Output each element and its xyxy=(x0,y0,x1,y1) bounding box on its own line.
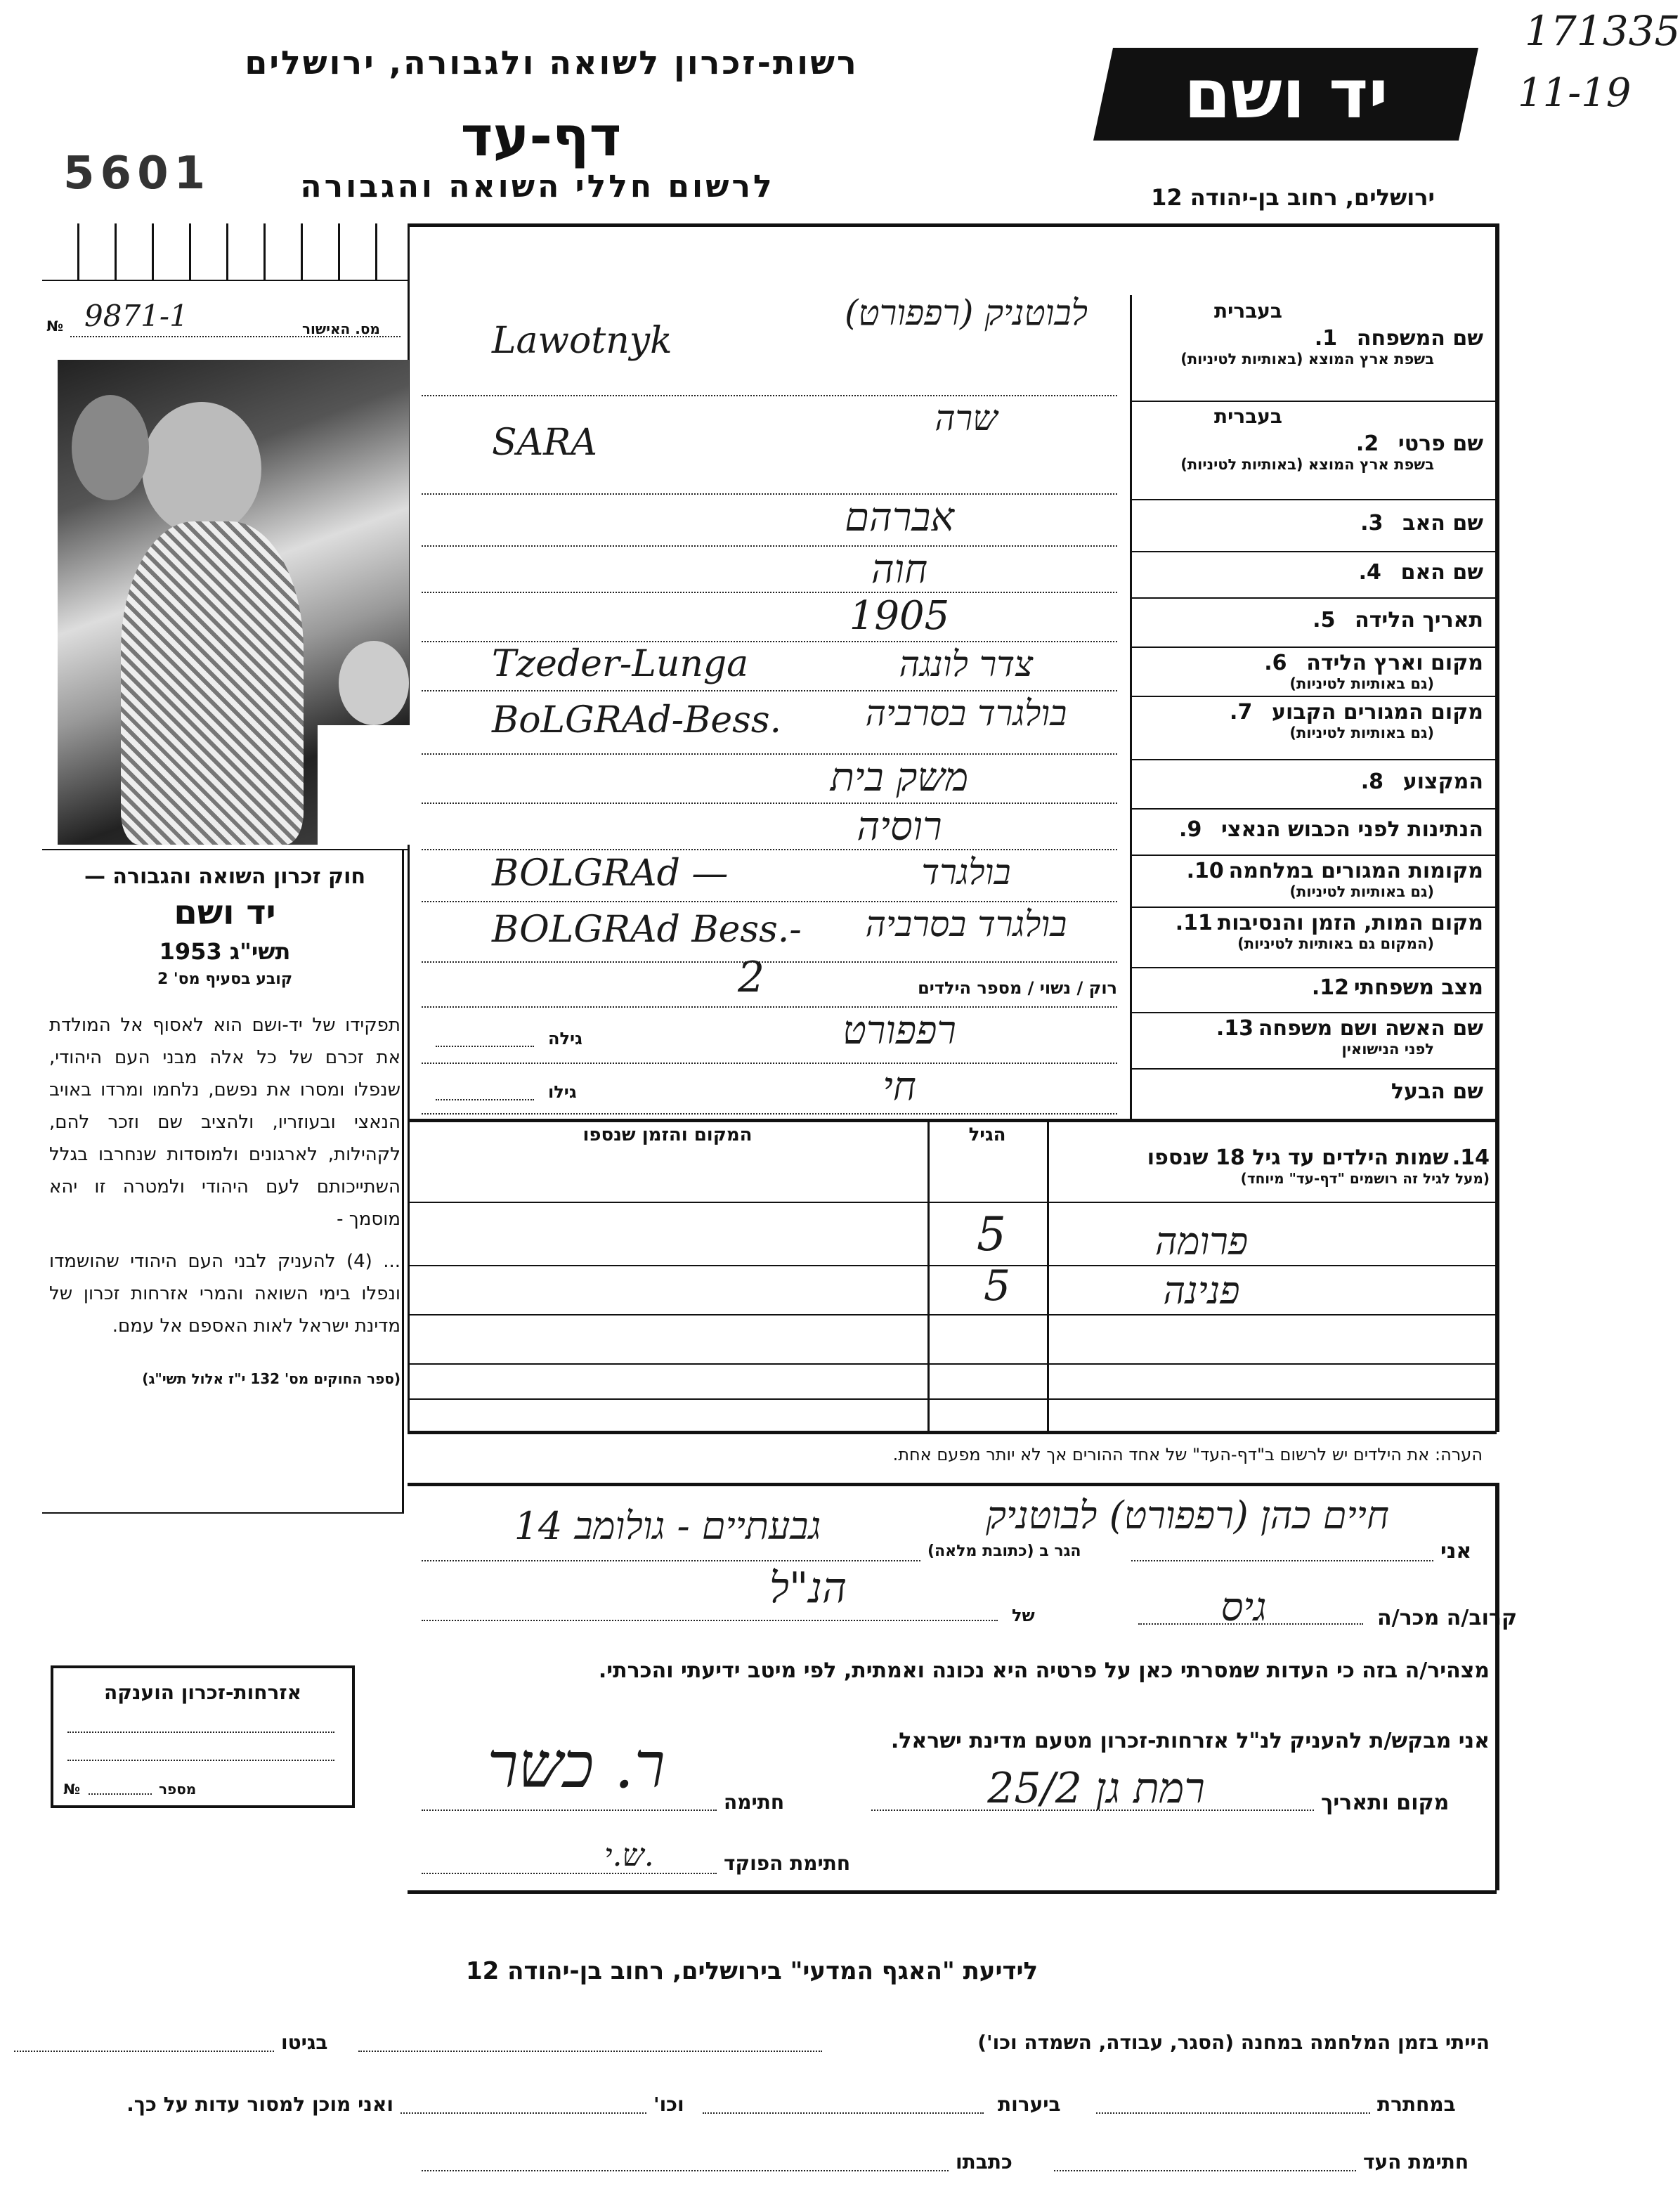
row-number: 11. xyxy=(1175,911,1213,935)
footer-etc: וכו' xyxy=(653,2093,684,2116)
citizenship-number-label: מספר xyxy=(159,1781,197,1798)
approval-number-value[interactable]: 9871-1 xyxy=(84,299,188,333)
row-value[interactable]: חי xyxy=(883,1064,916,1110)
citizenship-box-title: אזרחות-זכרון הוענקה xyxy=(104,1681,301,1704)
hebrew-tag: בעברית xyxy=(1213,405,1282,428)
row-number: 6. xyxy=(1264,651,1287,675)
children-header-place: המקום והזמן שנספו xyxy=(582,1124,753,1145)
row-age-label: גילו xyxy=(548,1082,577,1102)
witness-signature-label: חתימת העד xyxy=(1363,2150,1469,2174)
form-row-10 xyxy=(1131,855,1493,907)
signature[interactable]: ר. כשר xyxy=(487,1729,665,1802)
row-value-latin[interactable]: SARA xyxy=(492,422,597,464)
law-paragraph-1: תפקידו של יד-ושם הוא לאסוף אל המולדת את זכרם של כל אלה מבני העם היהודי, שנפלו ומסרו את נפשם, נלחמו ומרדו באויב הנאצי ובעוזריו, ולהציב שם וזכר להם, לקהילות, לארגונים ולמוסדות שנחרבו בגלל השתייכותם לעם היהודי ולמטרה זו יהא מוסמך - xyxy=(49,1015,401,1230)
row-number: 12. xyxy=(1311,975,1349,1000)
row-number: 1. xyxy=(1314,326,1338,351)
row-label: מצב משפחתי xyxy=(1353,975,1483,1000)
form-row-13 xyxy=(1131,1012,1493,1068)
children-header-name: שמות הילדים עד גיל 18 שנספו xyxy=(1147,1145,1449,1170)
row-label: שם האשה ושם משפחה xyxy=(1258,1016,1483,1041)
footer-ghetto: בגיטו xyxy=(281,2031,328,2054)
form-row-11 xyxy=(1131,907,1493,967)
logo-text: יד ושם xyxy=(1183,55,1388,134)
children-header-age: הגיל xyxy=(968,1124,1006,1145)
row-value-latin[interactable]: Tzeder-Lunga xyxy=(492,643,749,685)
row-number: 5. xyxy=(1313,608,1336,632)
child-age-2[interactable]: 5 xyxy=(984,1261,1011,1311)
law-name: יד ושם xyxy=(174,893,276,933)
form-row-12 xyxy=(1131,967,1493,1012)
row-sublabel: לפני הנישואין xyxy=(1341,1041,1434,1058)
row-sublabel: (המקום גם באותיות לטיניות) xyxy=(1237,935,1434,952)
yad-vashem-logo xyxy=(1093,48,1478,141)
row-sublabel: (גם באותיות לטיניות) xyxy=(1289,725,1434,741)
victim-photo xyxy=(58,360,409,845)
row-label: שם האב xyxy=(1402,511,1483,535)
row-label: הנתינות לפני הכבוש הנאצי xyxy=(1221,817,1483,842)
place-date-label: מקום ותאריך xyxy=(1321,1791,1450,1815)
row-value-hebrew[interactable]: בולגרד בסרביה xyxy=(865,904,1067,944)
relation-label: קרוב/ה מכר/ה xyxy=(1377,1606,1518,1630)
law-source: (ספר החוקים מס' 132 י"ז אלול תשי"ג) xyxy=(142,1370,401,1387)
footer-title: לידיעת "האגף המדעי" בירושלים, רחוב בן-יהודה 12 xyxy=(465,1957,1038,1985)
row-value[interactable]: רפפורט xyxy=(842,1008,956,1053)
row-number: 4. xyxy=(1358,560,1381,585)
row-number: 9. xyxy=(1179,817,1202,842)
place-date-value[interactable]: רמת גן 25/2 xyxy=(987,1764,1205,1813)
row-label: שם המשפחה xyxy=(1356,326,1483,351)
children-num: 14. xyxy=(1452,1145,1490,1170)
law-paragraph-2: ... (4) להעניק לבני העם היהודי שהושמדו ונפלו בימי השואה והמרי אזרחות זכרון של מדינת ישראל לאות האספם אל עמם. xyxy=(49,1251,401,1337)
relation-value[interactable]: גיס xyxy=(1220,1585,1267,1630)
row-value-hebrew[interactable]: צדר לונגה xyxy=(899,644,1034,684)
row-number: 3. xyxy=(1360,511,1383,535)
archive-sub-number: 11-19 xyxy=(1518,70,1632,116)
row-value[interactable]: 2 xyxy=(738,953,765,1002)
approval-no-sign: № xyxy=(46,318,64,334)
law-clause: קובע בסעיף מס' 2 xyxy=(157,970,293,988)
footer-line-1: הייתי בזמן המלחמה במחנה (הסגר, עבודה, השמדה וכו') xyxy=(977,2031,1490,2054)
authority-name: רשות-זכרון לשואה ולגבורה, ירושלים xyxy=(245,44,859,82)
footer-willing-testify: ואני מוכן למסור עדות על כך. xyxy=(126,2093,393,2116)
approval-label: מס. האישור xyxy=(302,320,380,337)
row-label: מקום המגורים הקבוע xyxy=(1272,700,1483,725)
children-note: הערה: את הילדים יש לרשום ב"דף-העד" של אחד ההורים אך לא יותר מפעם אחת. xyxy=(892,1445,1483,1464)
row-number: 7. xyxy=(1230,700,1253,725)
address-label: הגר ב (כתובת מלאה) xyxy=(927,1542,1081,1560)
form-row-6 xyxy=(1131,647,1493,696)
footer-underground: במחתרת xyxy=(1377,2093,1456,2116)
form-row-2 xyxy=(1131,401,1493,499)
row-value-latin[interactable]: BOLGRAd — xyxy=(492,852,729,895)
declarant-address[interactable]: גבעתיים - גולומב 14 xyxy=(514,1504,821,1548)
row-sublabel: בשפת ארץ המוצא (באותיות לטיניות) xyxy=(1180,456,1434,473)
declarant-name[interactable]: חיים כהן (רפפורט) לבוטניק xyxy=(986,1493,1389,1538)
archive-number: 171335 xyxy=(1525,7,1680,55)
law-year: תשי"ג 1953 xyxy=(159,938,291,965)
form-row-5 xyxy=(1131,597,1493,647)
row-number: 2. xyxy=(1355,431,1379,456)
row-printed-options: רוק / נשוי / מספר הילדים xyxy=(918,978,1117,998)
page-title: דף-עד xyxy=(460,105,622,169)
declaration-statement: מצהיר/ה בזה כי העדות שמסרתי כאן על פרטיה היא נכונה ואמתית, לפי מיטב ידיעתי והכרתי. xyxy=(598,1658,1490,1683)
row-number: 13. xyxy=(1216,1016,1254,1041)
row-number: 10. xyxy=(1186,859,1224,883)
witness-address-label: כתבתו xyxy=(956,2150,1012,2174)
hebrew-tag: בעברית xyxy=(1213,299,1282,323)
citizenship-box xyxy=(51,1665,355,1808)
citizenship-no-sign: № xyxy=(63,1781,81,1798)
row-sublabel: (גם באותיות לטיניות) xyxy=(1289,883,1434,900)
law-title: חוק זכרון השואה והגבורה — xyxy=(84,864,366,889)
form-row-9 xyxy=(1131,808,1493,855)
row-value-latin[interactable]: BOLGRAd Bess.- xyxy=(492,909,802,951)
form-row-8 xyxy=(1131,759,1493,808)
row-label: שם הבעל xyxy=(1391,1079,1483,1104)
of-label: של xyxy=(1012,1606,1035,1625)
official-signature[interactable]: ש.י. xyxy=(604,1838,654,1873)
row-label: תאריך הלידה xyxy=(1355,608,1483,632)
row-label: מקום המות, הזמן והנסיבות xyxy=(1217,911,1483,935)
row-value[interactable]: 1905 xyxy=(849,593,950,639)
row-label: מקומות המגורים במלחמה xyxy=(1228,859,1483,883)
row-age-label: גילה xyxy=(548,1029,582,1048)
form-row-7 xyxy=(1131,696,1493,759)
of-value[interactable]: הנ"ל xyxy=(769,1564,847,1613)
row-value[interactable]: רוסיה xyxy=(857,804,942,850)
stamp-number: 5601 xyxy=(63,148,211,200)
row-value-latin[interactable]: Lawotnyk xyxy=(492,320,672,362)
page-subtitle: לרשום חללי השואה והגבורה xyxy=(300,169,775,204)
row-value[interactable]: חוה xyxy=(871,547,928,592)
law-box xyxy=(49,864,401,1387)
children-header xyxy=(1050,1145,1490,1187)
footer-forests: ביערות xyxy=(998,2093,1061,2116)
row-label: מקום וארץ הלידה xyxy=(1306,651,1483,675)
address: ירושלים, רחוב בן-יהודה 12 xyxy=(1151,184,1435,211)
declarant-label: אני xyxy=(1440,1539,1472,1564)
row-label: המקצוע xyxy=(1402,769,1483,794)
form-row-1 xyxy=(1131,295,1493,401)
child-age-1[interactable]: 5 xyxy=(977,1207,1006,1261)
row-label: שם האם xyxy=(1400,560,1483,585)
signature-label: חתימה xyxy=(724,1791,785,1814)
row-value[interactable]: אברהם xyxy=(845,495,954,540)
citizenship-request: אני מבקש/ת להעניק לנ"ל אזרחות-זכרון מטעם מדינת ישראל. xyxy=(890,1729,1490,1753)
child-name-2[interactable]: פנינה xyxy=(1163,1268,1240,1313)
row-value-hebrew[interactable]: בולגרד בסרביה xyxy=(865,693,1067,734)
row-value-hebrew[interactable]: שרה xyxy=(935,398,998,438)
children-header-sub: (מעל לגיל זה רושמים "דף-עד" מיוחד) xyxy=(1240,1170,1490,1187)
row-label: שם פרטי xyxy=(1398,431,1483,456)
row-value[interactable]: משק בית xyxy=(830,755,969,800)
row-value-hebrew[interactable]: בולגרד xyxy=(921,852,1011,892)
top-strip-boxes xyxy=(42,223,408,281)
row-sublabel: (גם באותיות לטיניות) xyxy=(1289,675,1434,692)
form-row-14 xyxy=(1131,1068,1493,1119)
row-number: 8. xyxy=(1360,769,1383,794)
row-value-hebrew[interactable]: לבוטניק (רפפורט) xyxy=(844,292,1088,333)
official-signature-label: חתימת הפוקד xyxy=(724,1852,851,1875)
form-row-3 xyxy=(1131,499,1493,551)
child-name-1[interactable]: פרומה xyxy=(1154,1219,1249,1263)
row-sublabel: בשפת ארץ המוצא (באותיות לטיניות) xyxy=(1180,351,1434,368)
row-value-latin[interactable]: BoLGRAd-Bess. xyxy=(492,699,782,741)
form-row-4 xyxy=(1131,551,1493,597)
